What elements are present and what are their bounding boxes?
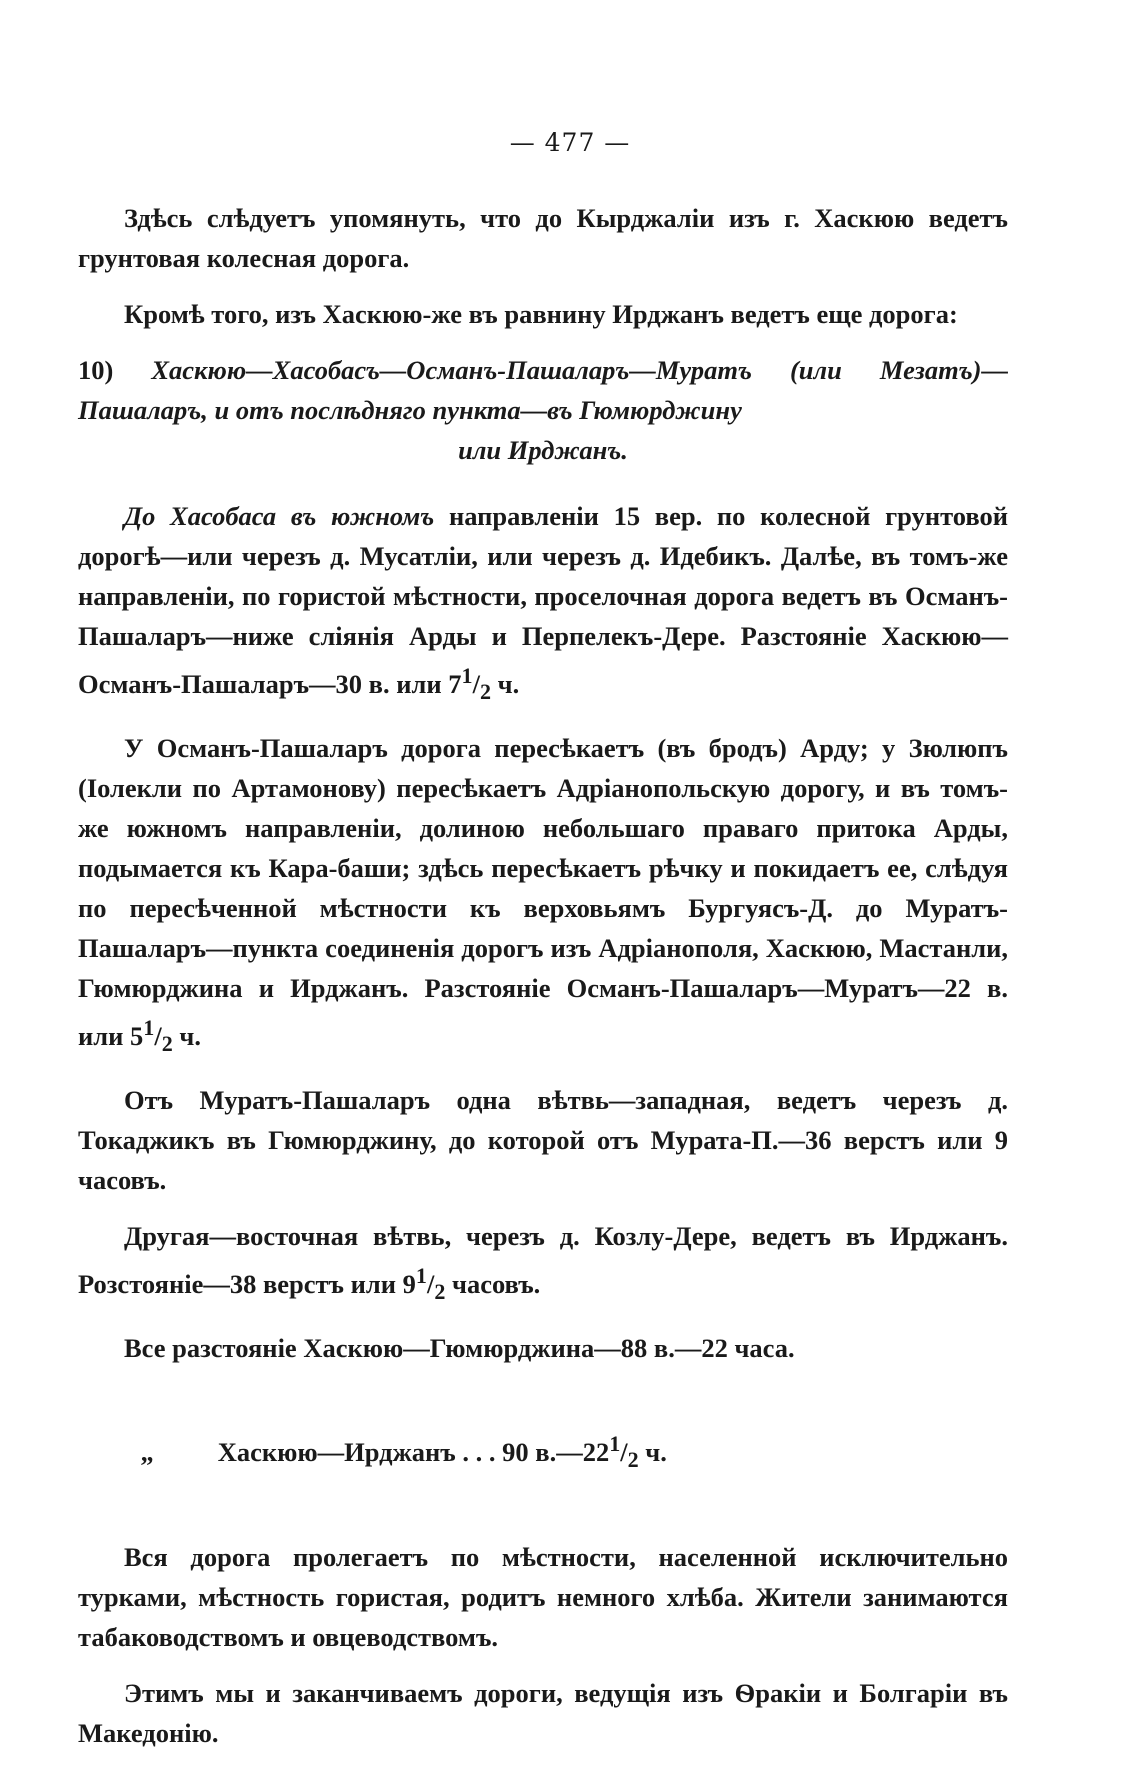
fraction-denominator: 2 [161,1031,173,1057]
fraction-denominator: 2 [627,1447,639,1473]
paragraph-8: Этимъ мы и заканчиваемъ дороги, ведущія изъ Ѳракіи и Болгаріи въ Македонію. [78,1677,1008,1748]
paragraph-5: Отъ Муратъ-Пашаларъ одна вѣтвь—западная, ведетъ черезъ д. Токаджикъ въ Гюмюрджину, до которой отъ Мурата-П.—36 верстъ или 9 часовъ. [78,1085,1008,1196]
route-10-heading [78,350,1008,470]
total-distance-2: „ Хаскюю—Ирджанъ . . . 90 $в.—22^1/_2$ ч. [78,1384,1008,1520]
fraction-numerator: 1 [461,663,473,688]
fraction-numerator: 1 [143,1015,155,1041]
fraction-numerator: 1 [609,1431,621,1457]
total-distance-2-end: ч. [638,1437,667,1468]
paragraph-7: Вся дорога пролегаетъ по мѣстности, населенной исключительно турками, мѣстность гористая, родитъ немного хлѣба. Жители занимаются табаководствомъ и овцеводствомъ. [78,1541,1008,1652]
fraction-denominator: 2 [479,679,491,705]
page-body [78,198,1008,1769]
paragraph-3: До Хасобаса въ южномъ направленіи 15 вер. по колесной грунтовой дорогѣ—или черезъ д. Мусатліи, или черезъ д. Идебикъ. Далѣе, въ томъ-же направленіи, по гористой мѣстности, проселочная дорога ведетъ въ Османъ-Пашаларъ—ниже сліянія Арды и Перпелекъ-Дере. Разстояніе Хаскюю—Османъ-Пашаларъ—30 в. или $7^1/_2$ ч. [78,501,1008,705]
paragraph-6-text: Другая—восточная вѣтвь, черезъ д. Козлу-Дере, ведетъ въ Ирджанъ. Розстояніе—38 верстъ или 9 [78,1221,1008,1300]
fraction-denominator: 2 [434,1279,446,1305]
paragraph-4-end: ч. [172,1020,201,1051]
route-description: Хаскюю—Хасобасъ—Османъ-Пашаларъ—Муратъ (или Мезатъ)—Пашаларъ, и отъ послѣдняго пункта—въ Гюмюрджину [78,355,1008,425]
page-number: — 477 — [509,128,631,157]
route-tail: или Ирджанъ. [458,435,628,465]
paragraph-4: У Османъ-Пашаларъ дорога пересѣкаетъ (въ бродъ) Арду; у Зюлюпъ (Іолекли по Артамонову) пересѣкаетъ Адріанопольскую дорогу, и въ томъ-же южномъ направленіи, долиною небольшаго праваго притока Арды, подымается къ Кара-баши; здѣсь пересѣкаетъ рѣчку и покидаетъ ее, слѣдуя по пересѣченной мѣстности къ верховьямъ Бургуясъ-Д. до Муратъ-Пашаларъ—пункта соединенія дорогъ изъ Адріанополя, Хаскюю, Мастанли, Гюмюрджина и Ирджанъ. Разстояніе Османъ-Пашаларъ—Муратъ—22 в. или $5^1/_2$ ч. [78,733,1008,1057]
route-number: 10) [78,355,114,385]
paragraph-6-end: часовъ. [445,1269,541,1300]
total-distance-1: Все разстояніе Хаскюю—Гюмюрджина—88 в.—22 часа. [124,1333,795,1364]
paragraph-1: Здѣсь слѣдуетъ упомянуть, что до Кырджаліи изъ г. Хаскюю ведетъ грунтовая колесная дорога. [78,203,1008,273]
paragraph-2: Кромѣ того, изъ Хаскюю-же въ равнину Ирджанъ ведетъ еще дорога: [124,299,958,329]
paragraph-3-italic: До Хасобаса въ южномъ [124,501,435,531]
fraction-numerator: 1 [415,1263,427,1289]
paragraph-6: Другая—восточная вѣтвь, черезъ д. Козлу-Дере, ведетъ въ Ирджанъ. Розстояніе—38 верстъ или $9^1/_2$ часовъ. [78,1221,1008,1305]
paragraph-4-text: У Османъ-Пашаларъ дорога пересѣкаетъ (въ бродъ) Арду; у Зюлюпъ (Іолекли по Артамонову) пересѣкаетъ Адріанопольскую дорогу, и въ томъ-же южномъ направленіи, долиною небольшаго праваго притока Арды, подымается къ Кара-баши; здѣсь пересѣкаетъ рѣчку и покидаетъ ее, слѣдуя по пересѣченной мѣстности къ верховьямъ Бургуясъ-Д. до Муратъ-Пашаларъ—пункта соединенія дорогъ изъ Адріанополя, Хаскюю, Мастанли, Гюмюрджина и Ирджанъ. Разстояніе Османъ-Пашаларъ—Муратъ—22 в. или 5 [78,733,1008,1051]
paragraph-3-text: направленіи 15 вер. по колесной грунтовой дорогѣ—или черезъ д. Мусатліи, или черезъ д. Идебикъ. Далѣе, въ томъ-же направленіи, по гористой мѣстности, проселочная дорога ведетъ въ Османъ-Пашаларъ—ниже сліянія Арды и Перпелекъ-Дере. Разстояніе Хаскюю—Османъ-Пашаларъ—30 в. или 7 [78,501,1008,699]
ditto-mark: „ [140,1437,154,1468]
paragraph-3-end: ч. [491,668,520,699]
total-distance-2-text: Хаскюю—Ирджанъ . . . 90 в.—22 [217,1437,610,1468]
